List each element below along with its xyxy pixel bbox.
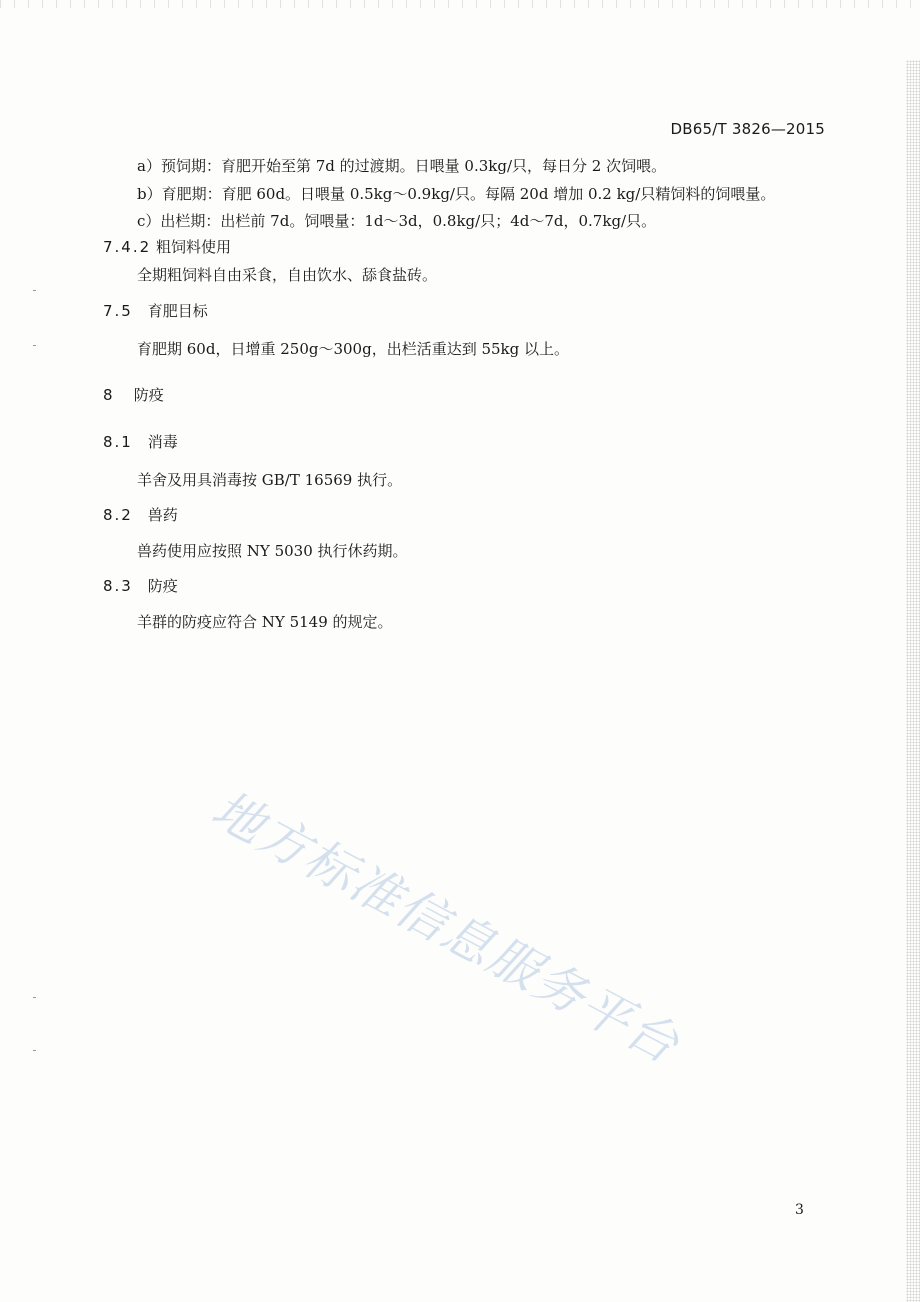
section-heading-7-5 xyxy=(103,301,208,321)
page-number: 3 xyxy=(795,1202,804,1218)
scan-artifact-top xyxy=(0,0,920,8)
section-number: 8.2 xyxy=(103,506,133,524)
section-title: 防疫 xyxy=(133,386,164,404)
section-title: 防疫 xyxy=(147,577,178,595)
section-body-8-2: 兽药使用应按照 NY 5030 执行休药期。 xyxy=(137,542,408,560)
section-number: 7.5 xyxy=(103,302,133,320)
list-item-a: a）预饲期：育肥开始至第 7d 的过渡期。日喂量 0.3kg/只，每日分 2 次饲喂。 xyxy=(137,157,667,175)
section-body-7-5: 育肥期 60d，日增重 250g～300g，出栏活重达到 55kg 以上。 xyxy=(137,340,570,358)
scan-speck xyxy=(33,997,36,998)
section-heading-8 xyxy=(103,385,164,405)
section-heading-8-3 xyxy=(103,576,178,596)
section-body-8-1: 羊舍及用具消毒按 GB/T 16569 执行。 xyxy=(137,471,403,489)
section-heading-8-1 xyxy=(103,432,178,452)
section-body-7-4-2: 全期粗饲料自由采食，自由饮水、舔食盐砖。 xyxy=(137,266,438,284)
list-item-b: b）育肥期：育肥 60d。日喂量 0.5kg～0.9kg/只。每隔 20d 增加 0.2 kg/只精饲料的饲喂量。 xyxy=(137,185,776,203)
scan-speck xyxy=(33,290,36,291)
section-title: 消毒 xyxy=(147,433,178,451)
scan-speck xyxy=(33,345,36,346)
section-number: 8 xyxy=(103,386,115,404)
watermark-text: 地方标准信息服务平台 xyxy=(202,779,689,1076)
section-title: 粗饲料使用 xyxy=(155,238,231,256)
section-number: 8.1 xyxy=(103,433,133,451)
section-title: 育肥目标 xyxy=(147,302,208,320)
scan-artifact-edge xyxy=(906,60,920,1302)
section-number: 8.3 xyxy=(103,577,133,595)
section-number: 7.4.2 xyxy=(103,238,152,256)
scan-speck xyxy=(33,1050,36,1051)
section-body-8-3: 羊群的防疫应符合 NY 5149 的规定。 xyxy=(137,613,393,631)
section-heading-7-4-2 xyxy=(103,237,231,257)
section-title: 兽药 xyxy=(147,506,178,524)
standard-code: DB65/T 3826—2015 xyxy=(670,120,825,138)
section-heading-8-2 xyxy=(103,505,178,525)
list-item-c: c）出栏期：出栏前 7d。饲喂量：1d～3d，0.8kg/只；4d～7d，0.7kg/只。 xyxy=(137,212,657,230)
